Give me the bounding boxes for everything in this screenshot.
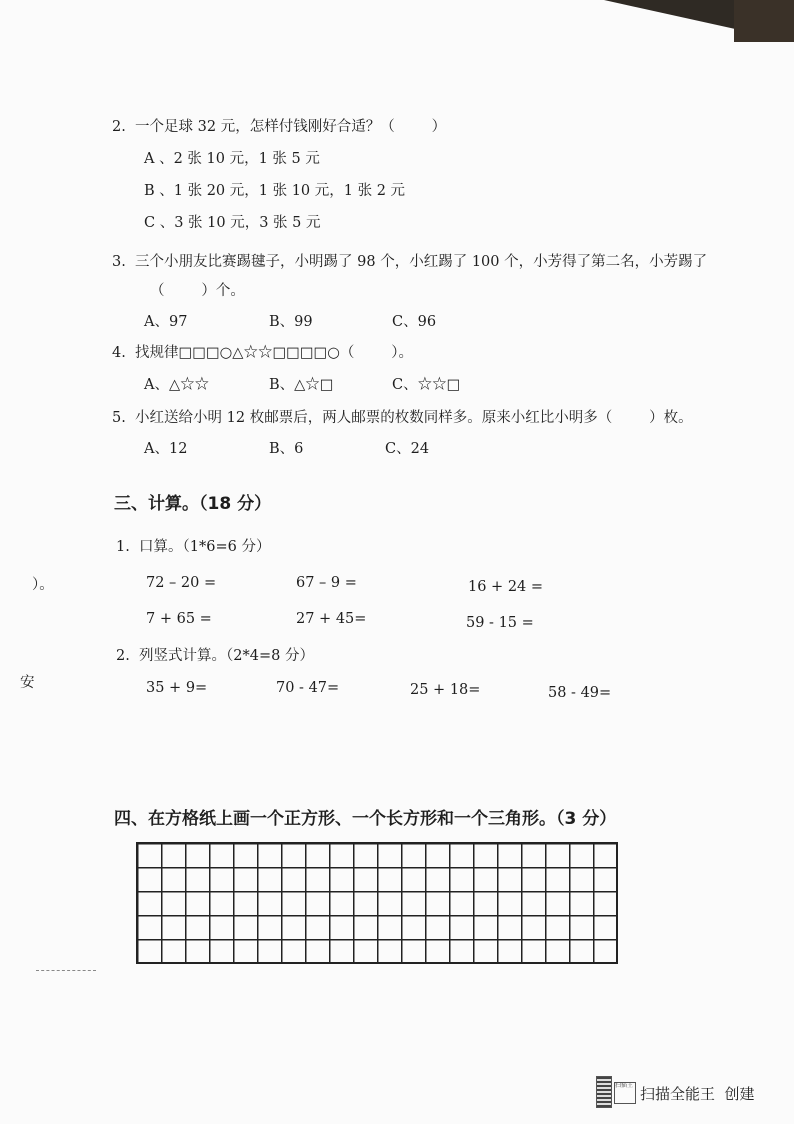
oral-item: 67 – 9 = bbox=[296, 575, 357, 591]
section-draw-title: 四、在方格纸上画一个正方形、一个长方形和一个三角形。（3 分） bbox=[114, 809, 617, 829]
q3-option-b: B、99 bbox=[269, 314, 313, 330]
q3-blank: （ ）个。 bbox=[150, 283, 245, 299]
vertical-calc-title: 2. 列竖式计算。（2*4=8 分） bbox=[116, 648, 314, 664]
grid-paper[interactable] bbox=[136, 842, 618, 964]
q3-stem: 3. 三个小朋友比赛踢毽子，小明踢了 98 个，小红踢了 100 个，小芳得了第二名，小芳踢了 bbox=[112, 254, 708, 270]
q2-option-c: C 、3 张 10 元，3 张 5 元 bbox=[144, 215, 321, 231]
oral-calc-title: 1. 口算。（1*6=6 分） bbox=[116, 539, 271, 555]
q5-option-c: C、24 bbox=[385, 441, 430, 457]
vertical-item: 70 - 47= bbox=[276, 680, 340, 696]
scan-shadow-corner-dark bbox=[734, 0, 794, 42]
oral-item: 59 - 15 = bbox=[466, 615, 534, 631]
watermark-text: 扫描全能王 创建 bbox=[640, 1085, 755, 1103]
vertical-item: 25 + 18= bbox=[410, 682, 481, 698]
q5-option-b: B、6 bbox=[269, 441, 304, 457]
q2-option-b: B 、1 张 20 元，1 张 10 元，1 张 2 元 bbox=[144, 183, 406, 199]
q5-stem: 5. 小红送给小明 12 枚邮票后，两人邮票的枚数同样多。原来小红比小明多（ ）枚。 bbox=[112, 410, 693, 426]
vertical-item: 58 - 49= bbox=[548, 685, 612, 701]
dashed-line bbox=[36, 970, 96, 971]
q3-option-a: A、97 bbox=[144, 314, 188, 330]
q5-option-a: A、12 bbox=[144, 441, 188, 457]
q4-option-a: A、△☆☆ bbox=[144, 377, 210, 393]
oral-item: 7 + 65 = bbox=[146, 611, 212, 627]
q2-stem: 2. 一个足球 32 元，怎样付钱刚好合适？（ ） bbox=[112, 119, 447, 135]
oral-item: 27 + 45= bbox=[296, 611, 367, 627]
section-calc-title: 三、计算。（18 分） bbox=[114, 494, 272, 514]
q4-option-c: C、☆☆□ bbox=[392, 377, 461, 393]
app-badge-icon: 扫描王 bbox=[614, 1082, 636, 1104]
q4-stem: 4. 找规律□□□○△☆☆□□□□○（ ）。 bbox=[112, 345, 414, 361]
oral-item: 72 – 20 = bbox=[146, 575, 217, 591]
q3-option-c: C、96 bbox=[392, 314, 437, 330]
q2-option-a: A 、2 张 10 元，1 张 5 元 bbox=[144, 151, 320, 167]
margin-bracket: ）。 bbox=[32, 577, 54, 593]
vertical-item: 35 + 9= bbox=[146, 680, 208, 696]
q4-option-b: B、△☆□ bbox=[269, 377, 334, 393]
oral-item: 16 + 24 = bbox=[468, 579, 544, 595]
margin-char: 安 bbox=[20, 675, 35, 691]
qr-code-icon bbox=[596, 1076, 612, 1108]
